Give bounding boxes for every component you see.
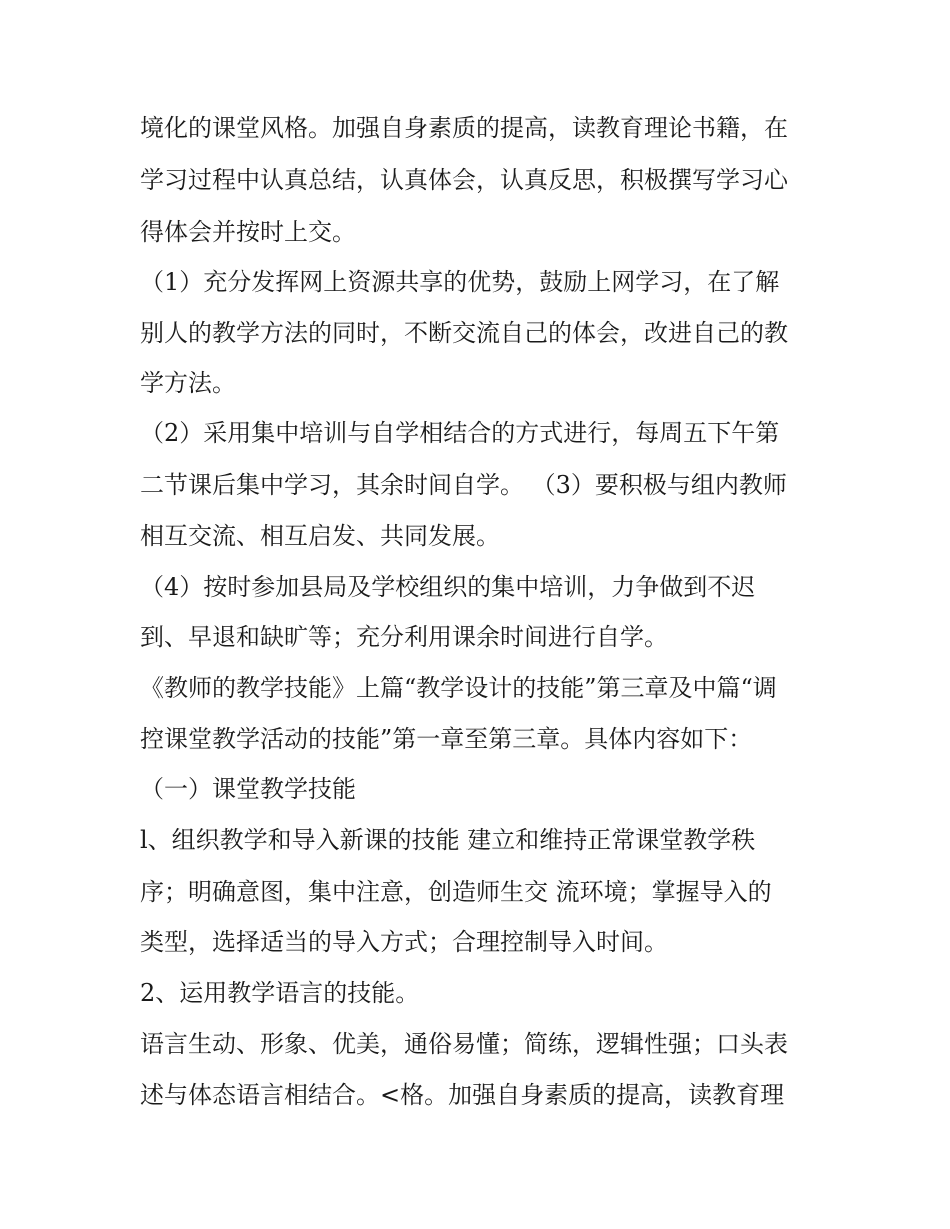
- text-line: 学习过程中认真总结，认真体会，认真反思，积极撰写学习心: [140, 166, 788, 194]
- text-line: 到、早退和缺旷等；充分利用课余时间进行自学。: [140, 623, 668, 651]
- text-line: 得体会并按时上交。: [140, 218, 356, 246]
- text-line: 类型，选择适当的导入方式；合理控制导入时间。: [140, 928, 668, 956]
- text-line: （4）按时参加县局及学校组织的集中培训，力争做到不迟: [140, 573, 756, 601]
- text-line: 述与体态语言相结合。<格。加强自身素质的提高，读教育理: [140, 1081, 785, 1109]
- text-line: 控课堂教学活动的技能”第一章至第三章。具体内容如下：: [140, 725, 753, 753]
- text-line: （1）充分发挥网上资源共享的优势，鼓励上网学习，在了解: [140, 268, 780, 296]
- text-line: 2、运用教学语言的技能。: [140, 979, 420, 1007]
- text-line: 学方法。: [140, 369, 236, 397]
- text-line: 二节课后集中学习，其余时间自学。 （3）要积极与组内教师: [140, 471, 787, 499]
- text-line: （2）采用集中培训与自学相结合的方式进行，每周五下午第: [140, 419, 780, 447]
- text-line: 境化的课堂风格。加强自身素质的提高，读教育理论书籍，在: [140, 114, 788, 142]
- text-line: 语言生动、形象、优美，通俗易懂；简练，逻辑性强；口头表: [140, 1030, 788, 1058]
- section-heading: （一）课堂教学技能: [140, 775, 356, 803]
- text-line: 序；明确意图，集中注意，创造师生交 流环境；掌握导入的: [140, 878, 772, 906]
- text-line: 相互交流、相互启发、共同发展。: [140, 522, 500, 550]
- text-line: 《教师的教学技能》上篇“教学设计的技能”第三章及中篇“调: [140, 674, 777, 702]
- text-line: 别人的教学方法的同时，不断交流自己的体会，改进自己的教: [140, 319, 788, 347]
- text-line: l、组织教学和导入新课的技能 建立和维持正常课堂教学秩: [140, 826, 756, 854]
